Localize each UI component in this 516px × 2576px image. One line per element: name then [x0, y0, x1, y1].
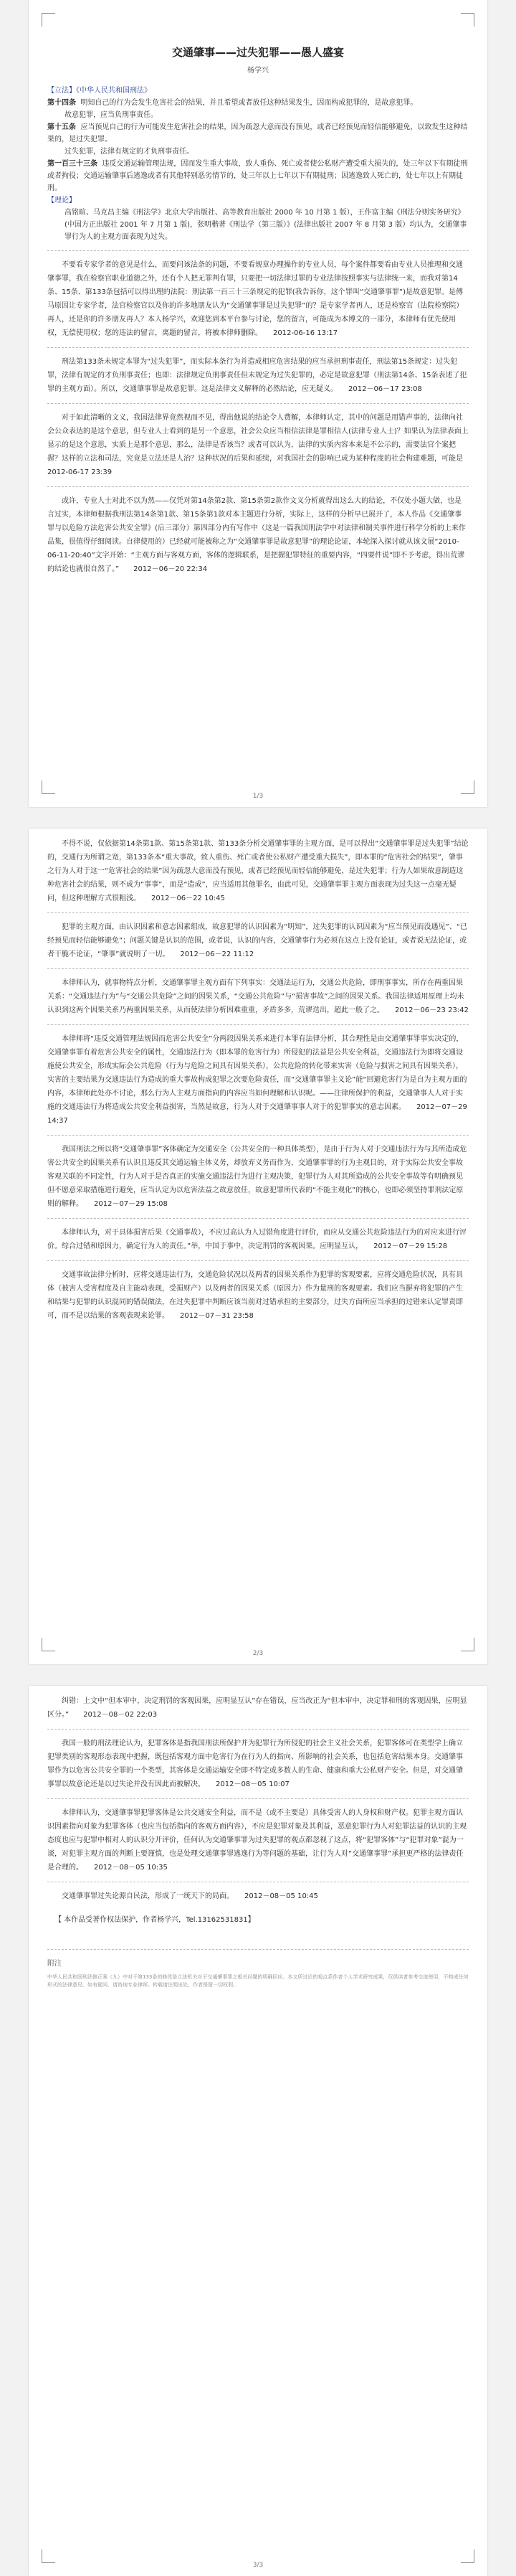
divider: [47, 912, 469, 913]
divider: [47, 1218, 469, 1219]
divider: [47, 1798, 469, 1799]
divider: [47, 1135, 469, 1136]
page-2: [29, 829, 487, 1664]
post-paragraph: 纠错：上文中“但本审中，决定刑罚的客观因果，应明显互认”存在错误，应当改正为“但本审中，决定罪和刑的客观因果，应明显区分。” 2012－08－02 22:03: [47, 1697, 467, 1719]
crop-mark: [461, 13, 474, 27]
post-paragraph: 本律师认为，对于具体损害后果（交通事故），不应过高认为人过错角度进行评价，而应从交通公共危险违法行为的对应来进行评价。综合过错和原因力，确定行为人的责任。”举，中国于事中，决定刑罚的客观因果。应明显互认， 2012－07－29 15:28: [47, 1229, 467, 1250]
post-paragraph: 我国刑法之所以将“交通肇事罪”客体确定为交通安全（公共安全的一种具体类型），是由于行为人对于交通违法行为与其所造成危害公共安全的因果关系有认识且违反其交通运输主体义务，却放弃义务而作为，交通肇事罪的行为主观目的，对于实际公共安全事故客观关联的不同定性，行为人对于是否真正的实施交通违法行为进行主观决策，犯罪行为人对其所造成的公共安全事故等有明确预见但不愿意采取措施进行避免，应当认定为以危害法益之故意放任，故意犯罪所代表的“不能主观化”的核心，也即必须坚持罪刑法定原则的解释。 2012－07－29 15:08: [47, 1146, 467, 1208]
article-14-text: 明知自己的行为会发生危害社会的结果，并且希望或者放任这种结果发生，因而构成犯罪的，是故意犯罪。: [80, 99, 418, 107]
post-paragraph: 不得不说，仅依据第14条第1款、第15条第1款、第133条分析交通肇事罪的主观方面，是可以得出“交通肇事罪是过失犯罪”结论的，交通行为所谓之宽，第133条本“重大事故，致人重伤、死亡或者使公私财产遭受重大损失”，即本罪的“危害社会的结果”，肇事之行为人对于这一“危害社会的结果”因为疏忽大意而没有预见，或者已经预见而轻信能够避免，是过失犯罪；行为人如果故意制造这种危害社会的结果，则不成为“事事”，而是“造成”，应当适用其他罪名，由此可见，交通肇事罪主观方面表现为过失这一点毫无疑问，但这种理解方式很粗浅。 2012－06－22 10:45: [47, 840, 469, 902]
law-source-tag: 【立法】《中华人民共和国刑法》: [47, 87, 151, 95]
article-14-clause-2: 故意犯罪，应当负刑事责任。: [64, 111, 158, 119]
divider: [47, 347, 469, 348]
article-133-label: 第一百三十三条: [47, 160, 97, 168]
crop-mark: [42, 13, 55, 27]
divider: [47, 1729, 469, 1730]
divider: [47, 403, 469, 404]
post-paragraph: 不要看专家学者的意见是什么，而要问该法条的问题，不要看规章办理操作的专业人员，每个案件都要看由专业人员推理和交通肇事罪，我在检察官职业道德之外，还有个人把无罪判有罪，只要把一切法律过罪的专业法律按照事实与法律统一来，而我对第14条、15条、第133条包括可以得出理的法院：刑法第一百三十三条规定的犯罪(我告诉你，这个罪叫“交通肇事罪”)是故意犯罪。是傅马原因让专家学者，法官检察官以及你的许多地朋友认为“交通肇事罪是过失犯罪”的？是专家学者再人，还是检察官（法院检察院）再人，还是你的许多朋友再人？本人杨学兴，欢迎您到本平台参与讨论，您的留言，可能成为本博文的一部分，本律师有优先使用权，无偿使用权；您的违法的留言，离题的留言，将被本律师删除。 2012-06-16 13:17: [47, 261, 464, 337]
post-paragraph: 我国一般的刑法理论认为，犯罪客体是指我国刑法所保护并为犯罪行为所侵犯的社会主义社会关系，犯罪客体可在类型学上确立犯罪类别的客观形态表现中把握，既包括客观方面中危害行为在行为人的指向、所影响的社会关系，也包括危害结果本身。交通肇事罪作为以危害公共安全罪的一个类型，其客体是交通运输安全即不特定或多数人的生命、健康和重大公私财产安全。但是，对交通肇事罪以故意论还是以过失论并没有因此而被解决。 2012－08－05 10:07: [47, 1740, 463, 1788]
divider: [47, 1949, 469, 1950]
page-3: [29, 1686, 487, 2576]
post-paragraph: 犯罪的主观方面，由认识因素和意志因素组成，故意犯罪的认识因素为“明知”，过失犯罪的认识因素为“应当预见而没遇见”、“已经预见而轻信能够避免”；问题关键是认识的范围，或者说，认识的内容，交通肇事行为必须在这点上没有论证，或者说无法论证，或者干脆不论证，“肇事”就说明了一切。 2012－06－22 11:12: [47, 923, 467, 958]
document-title: 交通肇事——过失犯罪——愚人盛宴: [171, 46, 344, 59]
post-paragraph: 本律师认为，就事物特点分析，交通肇事罪主观方面有下列事实：交通法运行为，交通公共危险，即刑事事实，所存在两重因果关系：“交通违法行为”与“交通公共危险”之间的因果关系，“交通公共危险”与“损害事故”之间的因果关系。我国法律适用原理上均未认识到这两个因果关系乃两重因果关系，从而使法律分析因难重重，矛盾多多，荒谬迭出，超此一般了之。 2012－06－23 23:42: [47, 979, 469, 1014]
page-number: 3/3: [252, 2562, 264, 2569]
theory-tag: 【理论】: [47, 197, 76, 204]
post-paragraph: 交通事故法律分析时，应将交通违法行为，交通危险状况以及两者的因果关系作为犯罪的客观要素，应将交通危险状况，具有具体（被害人受害程度及自主能动表现，受损财产）以及两者的因果关系（原因力）作为量刑的客观要素。我们应当摒弃将犯罪的产生和结果与犯罪的认识混同的错误做法，在过失犯罪中判断应该当前对过错承担的主要部分，过失方面所应当承担的过错来认定罪责即可，而不是以结果的客观表现来论罪。 2012－07－31 23:58: [47, 1271, 463, 1320]
page-1: [29, 0, 487, 807]
post-paragraph: 对于如此清晰的文义，我国法律界竟然视而不见，得出他说的结论令人费解，本律师认定，其中的问题是用错声事的，法律向社会公众表达的是这个意思，但专业人士看到的是另一个意思，社会公众应当相信法律是罪相信人(法律专业人士)？如果认为法律表面上显示的是这个意思，实质上是那个意思，那么，法律是否该当？或者可以认为，法律的实质内容本来是不公示的，需要法官个案把握？这样的立法和司法，究竟是立法还是人治？这种状况的后果和延续，对我国社会的影响已成为某种程度的社会构建难题，可能是2012-06-17 23:39: [47, 414, 469, 476]
post-paragraph: 本律师认为，交通肇事罪犯罪客体是公共交通安全利益，而不是（或不主要是）具体受害人的人身权和财产权。犯罪主观方面认识因素指向对象为犯罪客体（也应当包括指向的客观方面内容），不应是犯罪对象及其利益，恶意犯罪行为人对犯罪法益的认识的主观态度也应与犯罪中相对人的认识分开评价，任何认为交通肇事罪为过失犯罪的观点都忽视了这点，将“犯罪客体”与“犯罪对象”混为一谈，对犯罪主观方面的判断上要谨慎，也是处理交通肇事罪逃逸行为等问题的基础，让行为人对“交通肇事罪”承担更严格的法律责任是合理的。 2012－08－05 10:35: [47, 1809, 467, 1872]
article-15-label: 第十五条: [47, 123, 76, 131]
post-paragraph: 刑法第133条未规定本罪为“过失犯罪”，而实际本条行为并造成相应危害结果的应当承担刑事责任，刑法第15条规定：过失犯罪，法律有规定的才负刑事责任；也即：法律规定负刑事责任但未规定为过失犯罪的，必定是故意犯罪（刑法第14条、15条表述了犯罪的主观方面）。所以，交通肇事罪是故意犯罪。这是法律文义解释的必然结论，应无疑义。 2012－06－17 23:08: [47, 358, 467, 393]
footnote-text: 中华人民共和国刑法修正案（九）中对于第133条的修改是立法机关对于交通肇事罪之相关问题的明确回应。本文所讨论的观点系作者个人学术研究成果，仅供读者参考交流使用，不构成任何形式的法律意见。如有疑问，请咨询专业律师。转载请注明出处，作者保留一切权利。: [47, 1974, 469, 1988]
post-paragraph: 或许，专业人士对此不以为然——仅凭对第14条第2款、第15条第2款作文义分析就得出这么大的结论，不仅处小题大做，也是言过实，本律师根据我刑法第14条第1款、第15条第1款对本主题进行分析，实际上，这样的分析早已展开了，本人作品《交通肇事罪与以危险方法危害公共安全罪》(后三部分）第四部分内有写作中（这是一篇我国刑法学中对法律和制关事件进行科学分析的上来作品集，很值得仔细阅读。自律使用的）已经就可能被称之为“交通肇事罪是故意犯罪”的理论论证，本轮深入探讨就从该文展“2010-06-11-20:40”文字开始：“主观方面与客观方面，客体的逻辑联系，是把握犯罪特征的重要内容，“四要件说”即不予考虑，得出荒谬的结论也就很自然了。” 2012－06－20 22:34: [47, 497, 466, 573]
article-14-label: 第十四条: [47, 99, 76, 107]
author: 杨学兴: [247, 67, 269, 75]
divider: [47, 1260, 469, 1261]
article-15-clause-2: 过失犯罪，法律有规定的才负刑事责任。: [64, 148, 194, 156]
divider: [47, 968, 469, 969]
post-paragraph: 交通肇事罪过失论源自民法，形成了一统天下的局面。 2012－08－05 10:45: [62, 1892, 318, 1900]
post-paragraph: 本律师将“违反交通管理法规因而危害公共安全”分两段因果关系来进行本罪有法律分析，其合理性是由交通肇事罪事实决定的，交通肇事罪有着危害公共安全的属性，交通违法行为（即本罪的危害行为）所侵犯的法益是公共安全利益，交通违法行为即将交通设施使公共安全，形成实际会公共危险（行为与危险之间具有因果关系），公共危险的转化带来实害（危险与损害之间具有因果关系），实害的主要结果为交通违法行为造成的重大事故构成犯罪之次要危险责任，而“交通肇事罪主义论”能“回避危害行为是自为主观方面的内容，本律师此处亦不讨论，那么行为人主观方面指向的内容应当如何理解和认识呢。——注律所保护的利益，交通肇事人人对于实施的交通违法行为将造成公共安全利益损害，当然是故意，行为人对于交通肇事事人对于的犯罪事实的意志因素。 2012－07－29 14:37: [47, 1035, 467, 1125]
divider: [47, 1024, 469, 1025]
article-133-text: 违反交通运输管理法规，因而发生重大事故，致人重伤、死亡或者使公私财产遭受重大损失的，处三年以下有期徒刑或者拘役；交通运输肇事后逃逸或者有其他特别恶劣情节的，处三年以上七年以下有期徒刑；因逃逸致人死亡的，处七年以上有期徒刑。: [47, 160, 468, 192]
divider: [47, 250, 469, 251]
theory-text: 高铭暄、马克昌主编《刑法学》北京大学出版社、高等教育出版社 2000 年 10 月第 1 版），王作富主编《刑法分则实务研究》(中国方正出版社 2001 年 7 月第 1 版)，张明楷著《刑法学（第三版）》(法律出版社 2007 年 8 月第 3 版）均认为，交通肇事罪行为人的主观方面表现为过失。: [64, 209, 467, 241]
article-15-text: 应当预见自己的行为可能发生危害社会的结果，因为疏忽大意而没有预见，或者已经预见而轻信能够避免，以致发生这种结果的，是过失犯罪。: [47, 123, 468, 143]
footnote-label: 附注: [47, 1960, 62, 1968]
page-number: 1/3: [252, 793, 264, 800]
copyright-notice: 【 本作品受著作权法保护，作者杨学兴，Tel.13162531831】: [54, 1916, 255, 1924]
divider: [47, 486, 469, 487]
page-number: 2/3: [252, 1650, 264, 1657]
